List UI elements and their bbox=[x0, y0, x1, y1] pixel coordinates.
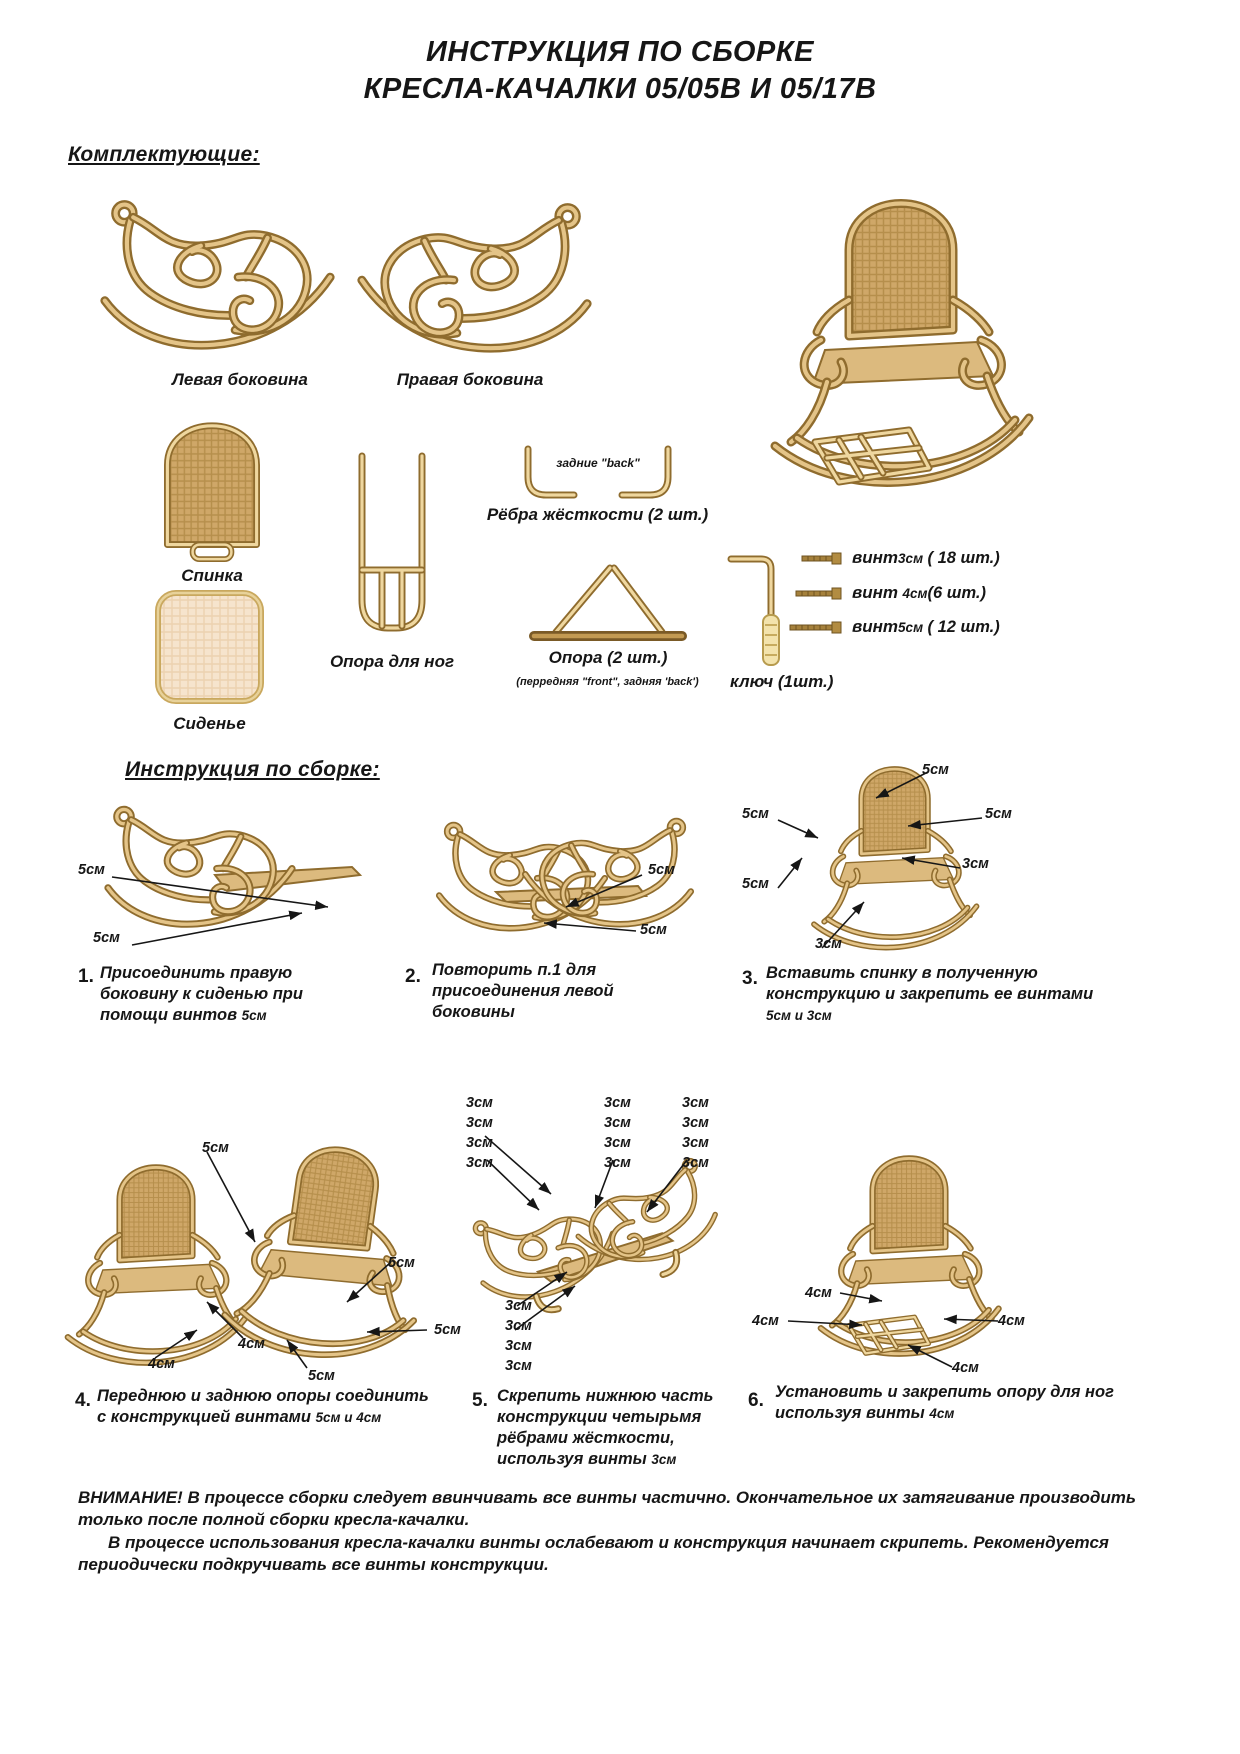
dim-label: 5см bbox=[388, 1255, 415, 1271]
footrest-illustration bbox=[330, 450, 455, 645]
step2-dimension-arrows bbox=[420, 795, 710, 970]
screw-qty: (6 шт.) bbox=[927, 584, 986, 602]
right-side-panel-illustration bbox=[352, 188, 597, 383]
warning-paragraph-2: В процессе использования кресла-качалки винты ослабевают и конструкция начинает скрипеть. Рекомендуется периодически подкручивать все винты конструкции. bbox=[78, 1532, 1109, 1575]
dim-label: 3см bbox=[505, 1298, 532, 1314]
right-side-panel-label: Правая боковина bbox=[396, 370, 544, 389]
hex-key-label: ключ (1шт.) bbox=[730, 672, 834, 691]
screw-3cm-label bbox=[852, 548, 1000, 568]
dim-label: 4см bbox=[952, 1360, 979, 1376]
dim-label: 5см bbox=[922, 762, 949, 778]
dim-label: 3см bbox=[505, 1338, 532, 1354]
dim-label: 3см bbox=[466, 1095, 493, 1111]
dim-label: 4см bbox=[148, 1356, 175, 1372]
footrest-label: Опора для ног bbox=[329, 652, 455, 671]
dim-label: 3см bbox=[466, 1115, 493, 1131]
dim-label: 3см bbox=[604, 1135, 631, 1151]
dim-label: 3см bbox=[682, 1155, 709, 1171]
screw-size: 3см bbox=[898, 551, 924, 566]
screw-5cm-label bbox=[852, 617, 1000, 637]
step2-caption: Повторить п.1 для присоединения левой боковины bbox=[432, 961, 614, 1022]
support-note: (перредняя "front", задняя 'back') bbox=[516, 676, 699, 688]
left-side-panel-label: Левая боковина bbox=[172, 370, 308, 389]
warning-text bbox=[78, 1487, 1168, 1577]
assembled-chair-illustration bbox=[745, 180, 1045, 510]
assembly-heading: Инструкция по сборке: bbox=[125, 758, 380, 781]
dim-label: 3см bbox=[682, 1115, 709, 1131]
page-title bbox=[0, 34, 1240, 108]
step3-dimension-arrows bbox=[730, 750, 1040, 965]
stiffening-ribs-illustration bbox=[518, 445, 678, 503]
ribs-back-note: задние "back" bbox=[556, 456, 640, 470]
screw-4cm-icon bbox=[794, 586, 846, 600]
screw-size: 4см bbox=[902, 586, 928, 601]
step4-caption: Переднюю и заднюю опоры соединить с конструкцией винтами 5см и 4см bbox=[97, 1387, 429, 1427]
step5-dimension-arrows bbox=[455, 1090, 740, 1380]
seat-label: Сиденье bbox=[173, 714, 246, 733]
dim-label: 5см bbox=[985, 806, 1012, 822]
dim-label: 3см bbox=[505, 1358, 532, 1374]
dim-label: 3см bbox=[962, 856, 989, 872]
screw-3cm-icon bbox=[800, 551, 846, 565]
screw-5cm-icon bbox=[788, 620, 846, 634]
step1-number: 1. bbox=[78, 966, 94, 987]
support-illustration bbox=[528, 556, 688, 644]
dim-label: 3см bbox=[815, 936, 842, 952]
title-line-2: КРЕСЛА-КАЧАЛКИ 05/05В И 05/17В bbox=[363, 73, 877, 105]
components-heading: Комплектующие: bbox=[68, 143, 260, 166]
step4-number: 4. bbox=[75, 1390, 91, 1411]
dim-label: 3см bbox=[604, 1095, 631, 1111]
title-line-1: ИНСТРУКЦИЯ ПО СБОРКЕ bbox=[426, 36, 814, 68]
screw-4cm-label bbox=[852, 583, 986, 603]
ribs-label: Рёбра жёсткости (2 шт.) bbox=[486, 505, 709, 524]
step2-number: 2. bbox=[405, 966, 421, 987]
backrest-label: Спинка bbox=[181, 566, 243, 585]
dim-label: 3см bbox=[505, 1318, 532, 1334]
screw-qty: ( 18 шт.) bbox=[927, 549, 1000, 567]
step6-dimension-arrows bbox=[740, 1135, 1180, 1380]
backrest-illustration bbox=[152, 403, 272, 563]
dim-label: 3см bbox=[604, 1155, 631, 1171]
warning-paragraph-1: ВНИМАНИЕ! В процессе сборки следует ввинчивать все винты частично. Окончательное их затягивание производить только после полной сборки кресла-качалки. bbox=[78, 1488, 1136, 1530]
step1-caption: Присоединить правую боковину к сиденью при помощи винтов 5см bbox=[100, 964, 303, 1025]
step5-caption: Скрепить нижнюю часть конструкции четырьмя рёбрами жёсткости, используя винты 3см bbox=[497, 1387, 714, 1469]
dim-label: 5см bbox=[78, 862, 105, 878]
dim-label: 4см bbox=[752, 1313, 779, 1329]
seat-illustration bbox=[152, 588, 267, 706]
dim-label: 4см bbox=[998, 1313, 1025, 1329]
dim-label: 3см bbox=[682, 1135, 709, 1151]
dim-label: 3см bbox=[466, 1155, 493, 1171]
dim-label: 5см bbox=[742, 876, 769, 892]
left-side-panel-illustration bbox=[95, 185, 340, 380]
dim-label: 5см bbox=[742, 806, 769, 822]
dim-label: 3см bbox=[604, 1115, 631, 1131]
dim-label: 4см bbox=[238, 1336, 265, 1352]
dim-label: 5см bbox=[640, 922, 667, 938]
dim-label: 3см bbox=[466, 1135, 493, 1151]
step3-number: 3. bbox=[742, 968, 758, 989]
step6-caption: Установить и закрепить опору для ног используя винты 4см bbox=[775, 1383, 1114, 1423]
screw-qty: ( 12 шт.) bbox=[927, 618, 1000, 636]
dim-label: 5см bbox=[202, 1140, 229, 1156]
step6-number: 6. bbox=[748, 1390, 764, 1411]
screw-name: винт bbox=[852, 617, 899, 636]
dim-label: 5см bbox=[648, 862, 675, 878]
dim-label: 5см bbox=[308, 1368, 335, 1384]
screw-size: 5см bbox=[898, 620, 924, 635]
screw-name: винт bbox=[852, 548, 899, 567]
dim-label: 5см bbox=[434, 1322, 461, 1338]
support-label: Опора (2 шт.) bbox=[548, 648, 668, 667]
screw-name: винт bbox=[852, 583, 899, 602]
step1-dimension-arrows bbox=[60, 845, 400, 965]
hex-key-illustration bbox=[725, 545, 787, 670]
dim-label: 5см bbox=[93, 930, 120, 946]
dim-label: 4см bbox=[805, 1285, 832, 1301]
step3-caption: Вставить спинку в полученную конструкцию и закрепить ее винтами 5см и 3см bbox=[766, 964, 1094, 1024]
dim-label: 3см bbox=[682, 1095, 709, 1111]
step5-number: 5. bbox=[472, 1390, 488, 1411]
